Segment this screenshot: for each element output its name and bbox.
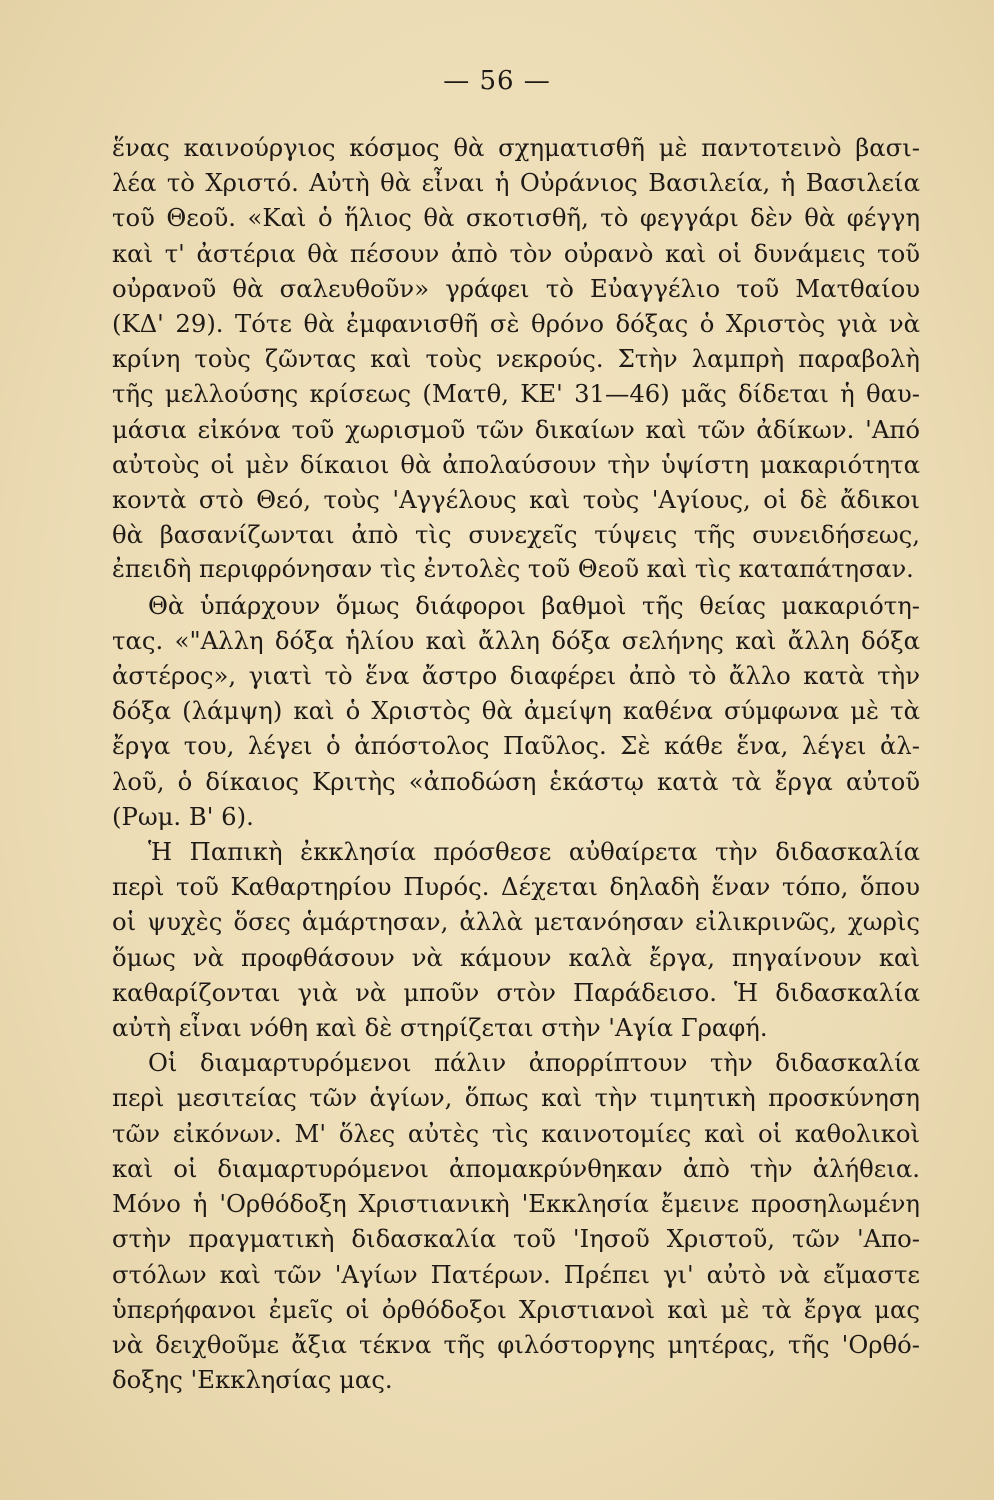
text-line: ἕνας καινούργιος κόσμος θὰ σχηματισθῆ μὲ παντοτεινὸ βασι- bbox=[112, 133, 920, 162]
text-line: (ΚΔ' 29). Τότε θὰ ἐμφανισθῆ σὲ θρόνο δόξας ὁ Χριστὸς γιὰ νὰ bbox=[112, 309, 920, 339]
text-line: καὶ οἱ διαμαρτυρόμενοι ἀπομακρύνθηκαν ἀπὸ τὴν ἀλήθεια. bbox=[112, 1153, 920, 1183]
text-line: Ἡ Παπικὴ ἐκκλησία πρόσθεσε αὐθαίρετα τὴν διδασκαλία bbox=[148, 837, 920, 867]
text-line: καθαρίζονται γιὰ νὰ μποῦν στὸν Παράδεισο. Ἡ διδασκαλία bbox=[112, 977, 920, 1007]
page-number: — 56 — bbox=[443, 66, 551, 96]
text-line: ἐπειδὴ περιφρόνησαν τὶς ἐντολὲς τοῦ Θεοῦ καὶ τὶς καταπάτησαν. bbox=[112, 555, 914, 584]
text-line: αὐτοὺς οἱ μὲν δίκαιοι θὰ ἀπολαύσουν τὴν ὑψίστη μακαριότητα bbox=[112, 449, 920, 479]
text-line: τοῦ Θεοῦ. «Καὶ ὁ ἥλιος θὰ σκοτισθῆ, τὸ φεγγάρι δὲν θὰ φέγγη bbox=[112, 203, 920, 233]
text-line: τῆς μελλούσης κρίσεως (Ματθ, ΚΕ' 31—46) μᾶς δίδεται ἡ θαυ- bbox=[112, 379, 920, 409]
text-line: θὰ βασανίζωνται ἀπὸ τὶς συνεχεῖς τύψεις τῆς συνειδήσεως, bbox=[112, 520, 920, 550]
body-text bbox=[112, 130, 920, 1397]
text-line: οὐρανοῦ θὰ σαλευθοῦν» γράφει τὸ Εὐαγγέλιο τοῦ Ματθαίου bbox=[112, 273, 920, 303]
text-line: ὑπερήφανοι ἐμεῖς οἱ ὀρθόδοξοι Χριστιανοὶ καὶ μὲ τὰ ἔργα μας bbox=[112, 1294, 920, 1324]
text-line: στόλων καὶ τῶν 'Αγίων Πατέρων. Πρέπει γι' αὐτὸ νὰ εἴμαστε bbox=[112, 1259, 920, 1289]
text-line: (Ρωμ. Β' 6). bbox=[112, 801, 254, 831]
text-line: μάσια εἰκόνα τοῦ χωρισμοῦ τῶν δικαίων καὶ τῶν ἀδίκων. 'Από bbox=[112, 414, 920, 444]
text-line: δοξης 'Εκκλησίας μας. bbox=[112, 1365, 393, 1395]
text-line: δόξα (λάμψη) καὶ ὁ Χριστὸς θὰ ἀμείψη καθένα σύμφωνα μὲ τὰ bbox=[112, 696, 920, 726]
text-line: περὶ τοῦ Καθαρτηρίου Πυρός. Δέχεται δηλαδὴ ἕναν τόπο, ὅπου bbox=[112, 872, 920, 902]
text-line: Μόνο ἡ 'Ορθόδοξη Χριστιανικὴ 'Εκκλησία ἔμεινε προσηλωμένη bbox=[112, 1189, 920, 1219]
text-line: λοῦ, ὁ δίκαιος Κριτὴς «ἀποδώση ἑκάστῳ κατὰ τὰ ἔργα αὐτοῦ bbox=[112, 766, 920, 796]
text-line: κρίνη τοὺς ζῶντας καὶ τοὺς νεκρούς. Στὴν λαμπρὴ παραβολὴ bbox=[112, 344, 920, 374]
text-line: οἱ ψυχὲς ὅσες ἁμάρτησαν, ἀλλὰ μετανόησαν εἰλικρινῶς, χωρὶς bbox=[112, 907, 920, 937]
text-line: Οἱ διαμαρτυρόμενοι πάλιν ἀπορρίπτουν τὴν διδασκαλία bbox=[148, 1048, 920, 1078]
text-line: τας. «"Αλλη δόξα ἡλίου καὶ ἄλλη δόξα σελήνης καὶ ἄλλη δόξα bbox=[112, 625, 920, 655]
text-line: καὶ τ' ἀστέρια θὰ πέσουν ἀπὸ τὸν οὐρανὸ καὶ οἱ δυνάμεις τοῦ bbox=[112, 238, 920, 268]
text-line: ἔργα του, λέγει ὁ ἀπόστολος Παῦλος. Σὲ κάθε ἕνα, λέγει ἀλ- bbox=[112, 731, 920, 761]
text-line: στὴν πραγματικὴ διδασκαλία τοῦ 'Ιησοῦ Χριστοῦ, τῶν 'Απο- bbox=[112, 1224, 920, 1254]
text-line: λέα τὸ Χριστό. Αὐτὴ θὰ εἶναι ἡ Οὐράνιος Βασιλεία, ἡ Βασιλεία bbox=[112, 168, 920, 198]
text-line: τῶν εἰκόνων. Μ' ὅλες αὐτὲς τὶς καινοτομίες καὶ οἱ καθολικοὶ bbox=[112, 1118, 920, 1148]
text-line: κοντὰ στὸ Θεό, τοὺς 'Αγγέλους καὶ τοὺς 'Αγίους, οἱ δὲ ἄδικοι bbox=[112, 485, 920, 515]
text-line: περὶ μεσιτείας τῶν ἁγίων, ὅπως καὶ τὴν τιμητικὴ προσκύνηση bbox=[112, 1083, 920, 1113]
text-line: ὅμως νὰ προφθάσουν νὰ κάμουν καλὰ ἔργα, πηγαίνουν καὶ bbox=[112, 942, 920, 972]
text-line: ἀστέρος», γιατὶ τὸ ἕνα ἄστρο διαφέρει ἀπὸ τὸ ἄλλο κατὰ τὴν bbox=[112, 661, 920, 691]
text-line: νὰ δειχθοῦμε ἄξια τέκνα τῆς φιλόστοργης μητέρας, τῆς 'Ορθό- bbox=[112, 1329, 920, 1359]
text-line: Θὰ ὑπάρχουν ὅμως διάφοροι βαθμοὶ τῆς θείας μακαριότη- bbox=[148, 590, 920, 620]
text-line: αὐτὴ εἶναι νόθη καὶ δὲ στηρίζεται στὴν 'Αγία Γραφή. bbox=[112, 1013, 768, 1043]
